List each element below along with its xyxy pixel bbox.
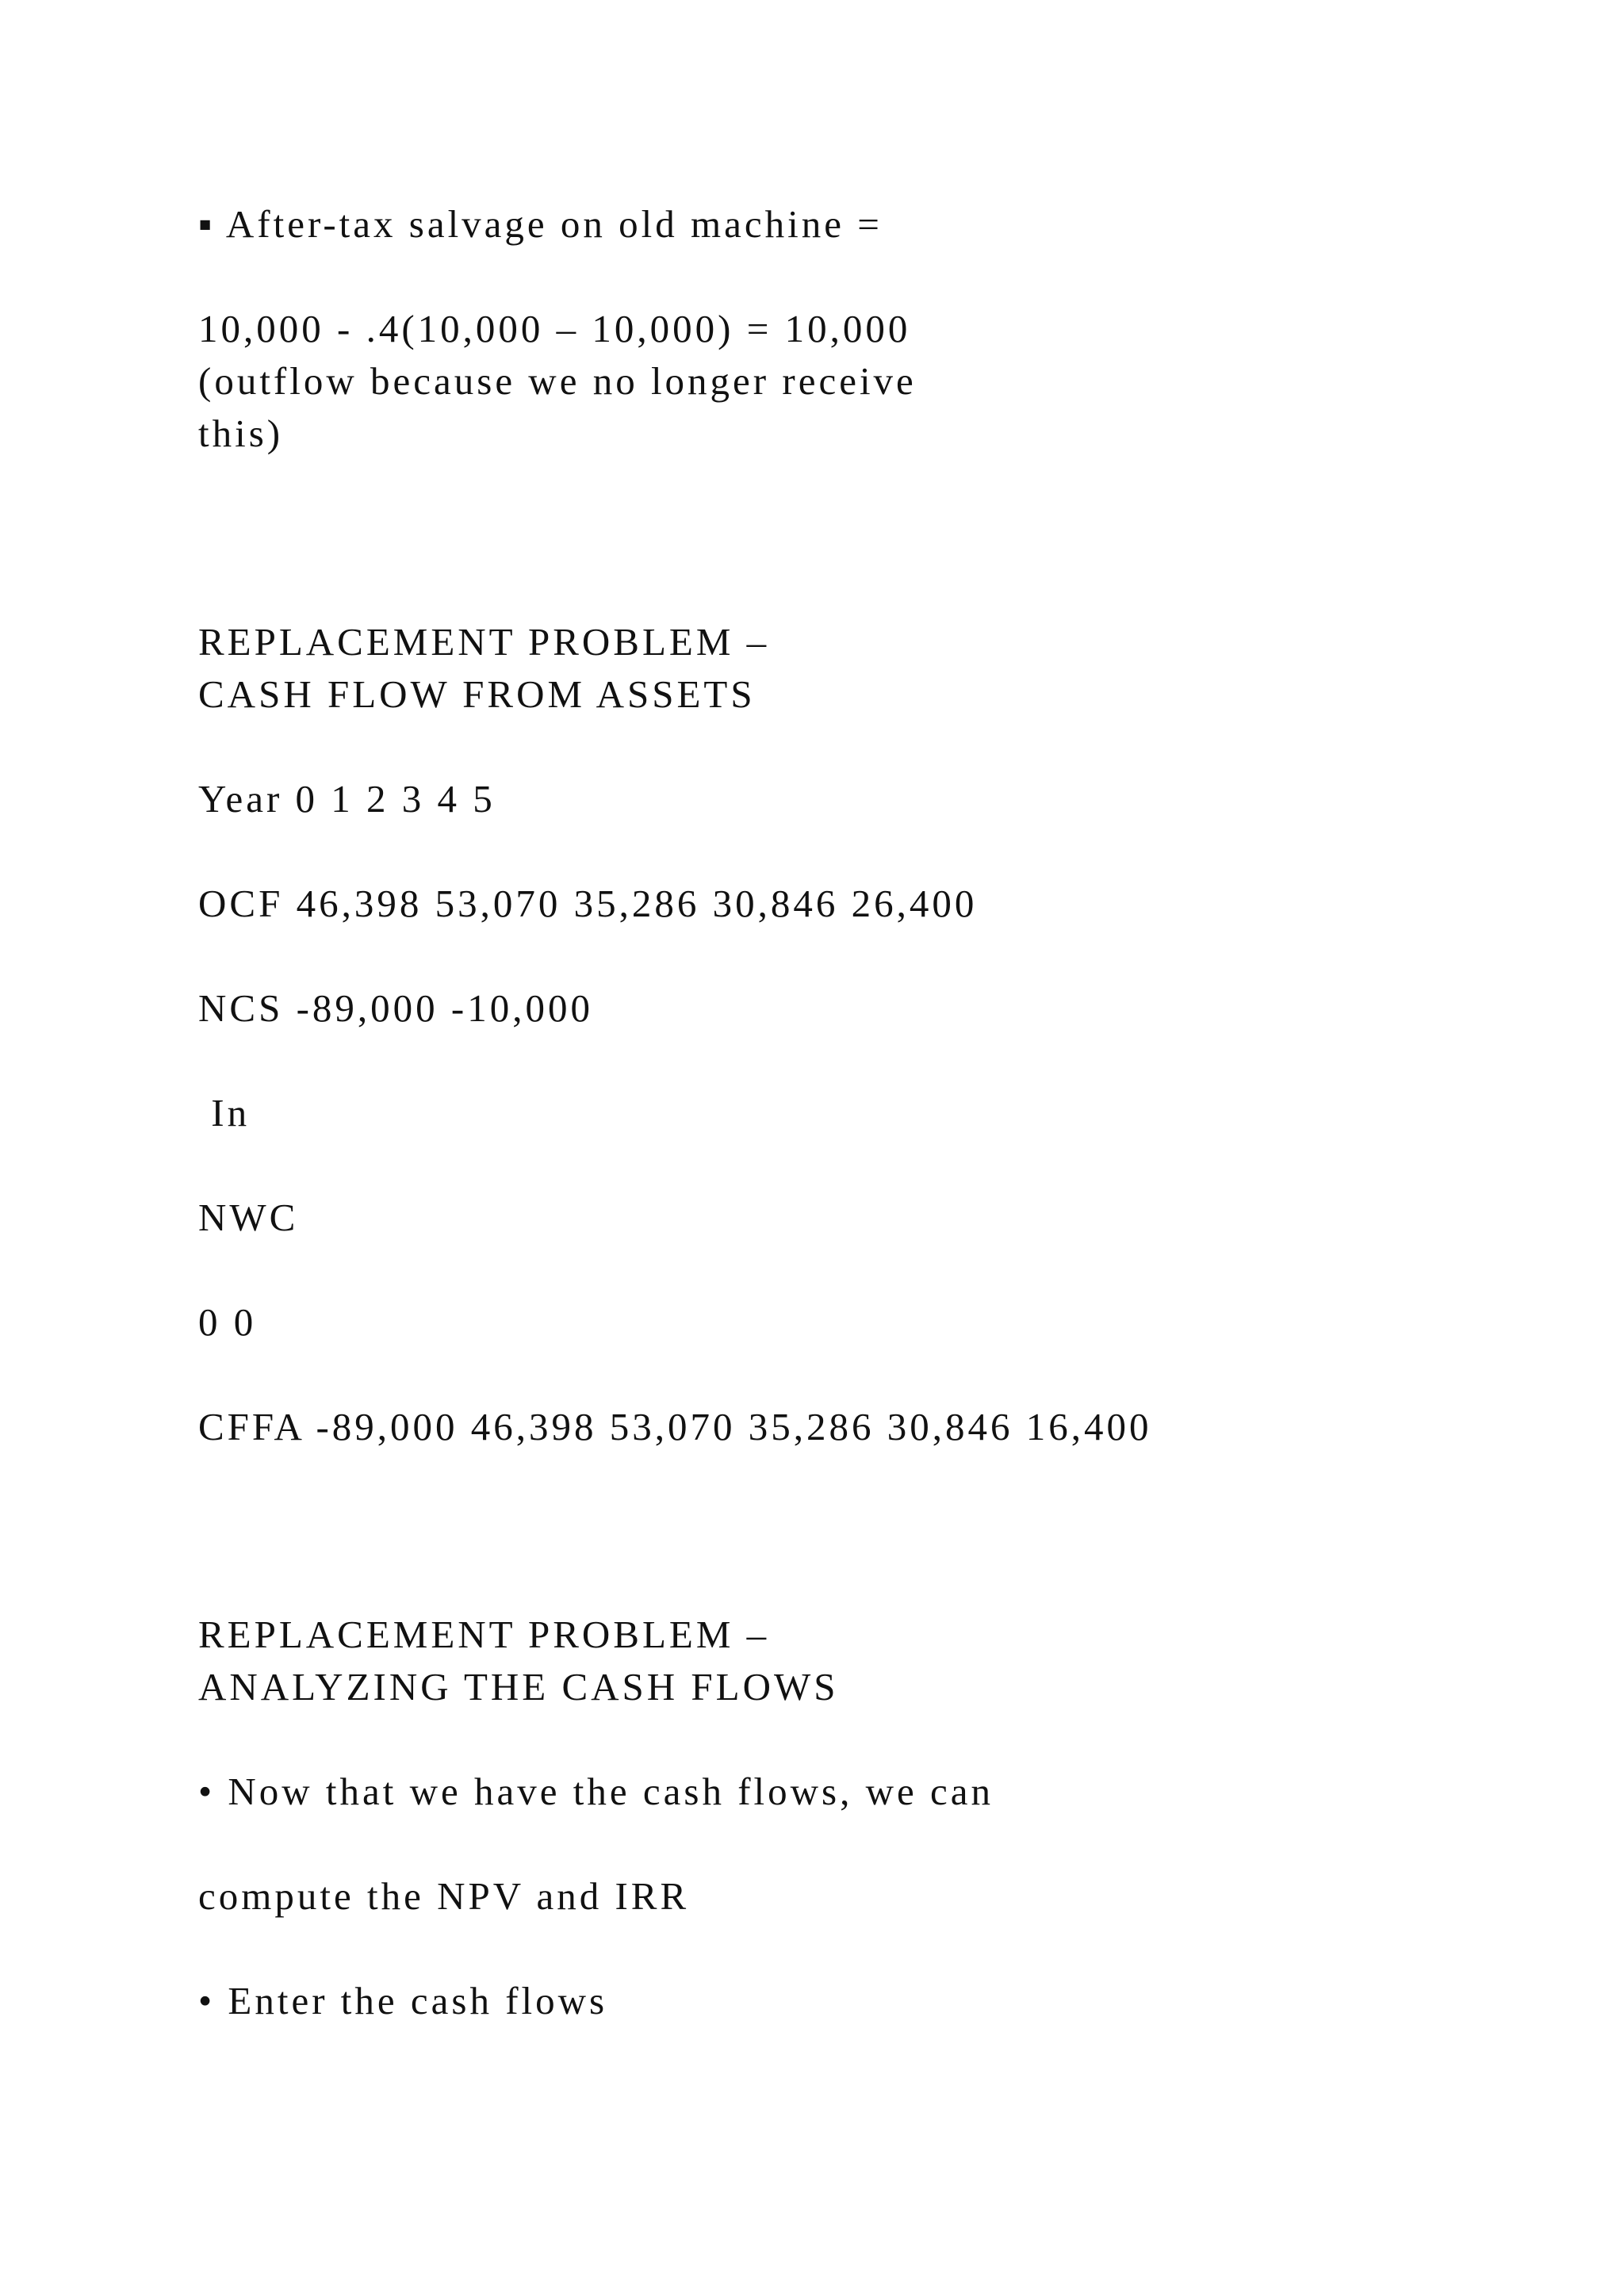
change-in-label: In	[198, 1091, 251, 1135]
nwc-values: 0 0	[198, 1300, 257, 1344]
bullet-enter-cash-flows: • Enter the cash flows	[198, 1979, 608, 2022]
salvage-note-line-1: (outflow because we no longer receive	[198, 359, 917, 403]
nwc-label: NWC	[198, 1196, 299, 1239]
section-title-analysis-line-2: ANALYZING THE CASH FLOWS	[198, 1665, 839, 1709]
section-title-analysis-line-1: REPLACEMENT PROBLEM –	[198, 1613, 770, 1656]
salvage-note-line-2: this)	[198, 411, 284, 455]
salvage-formula: 10,000 - .4(10,000 – 10,000) = 10,000	[198, 307, 911, 350]
salvage-heading: ▪ After-tax salvage on old machine =	[198, 202, 883, 246]
section-title-cash-flow-line-1: REPLACEMENT PROBLEM –	[198, 620, 770, 664]
ncs-row: NCS -89,000 -10,000	[198, 986, 593, 1030]
bullet-now-that: • Now that we have the cash flows, we can	[198, 1770, 994, 1813]
year-row: Year 0 1 2 3 4 5	[198, 777, 496, 821]
cffa-row: CFFA -89,000 46,398 53,070 35,286 30,846 16,400	[198, 1405, 1152, 1448]
compute-npv-irr: compute the NPV and IRR	[198, 1874, 690, 1918]
ocf-row: OCF 46,398 53,070 35,286 30,846 26,400	[198, 882, 978, 925]
section-title-cash-flow-line-2: CASH FLOW FROM ASSETS	[198, 672, 756, 716]
